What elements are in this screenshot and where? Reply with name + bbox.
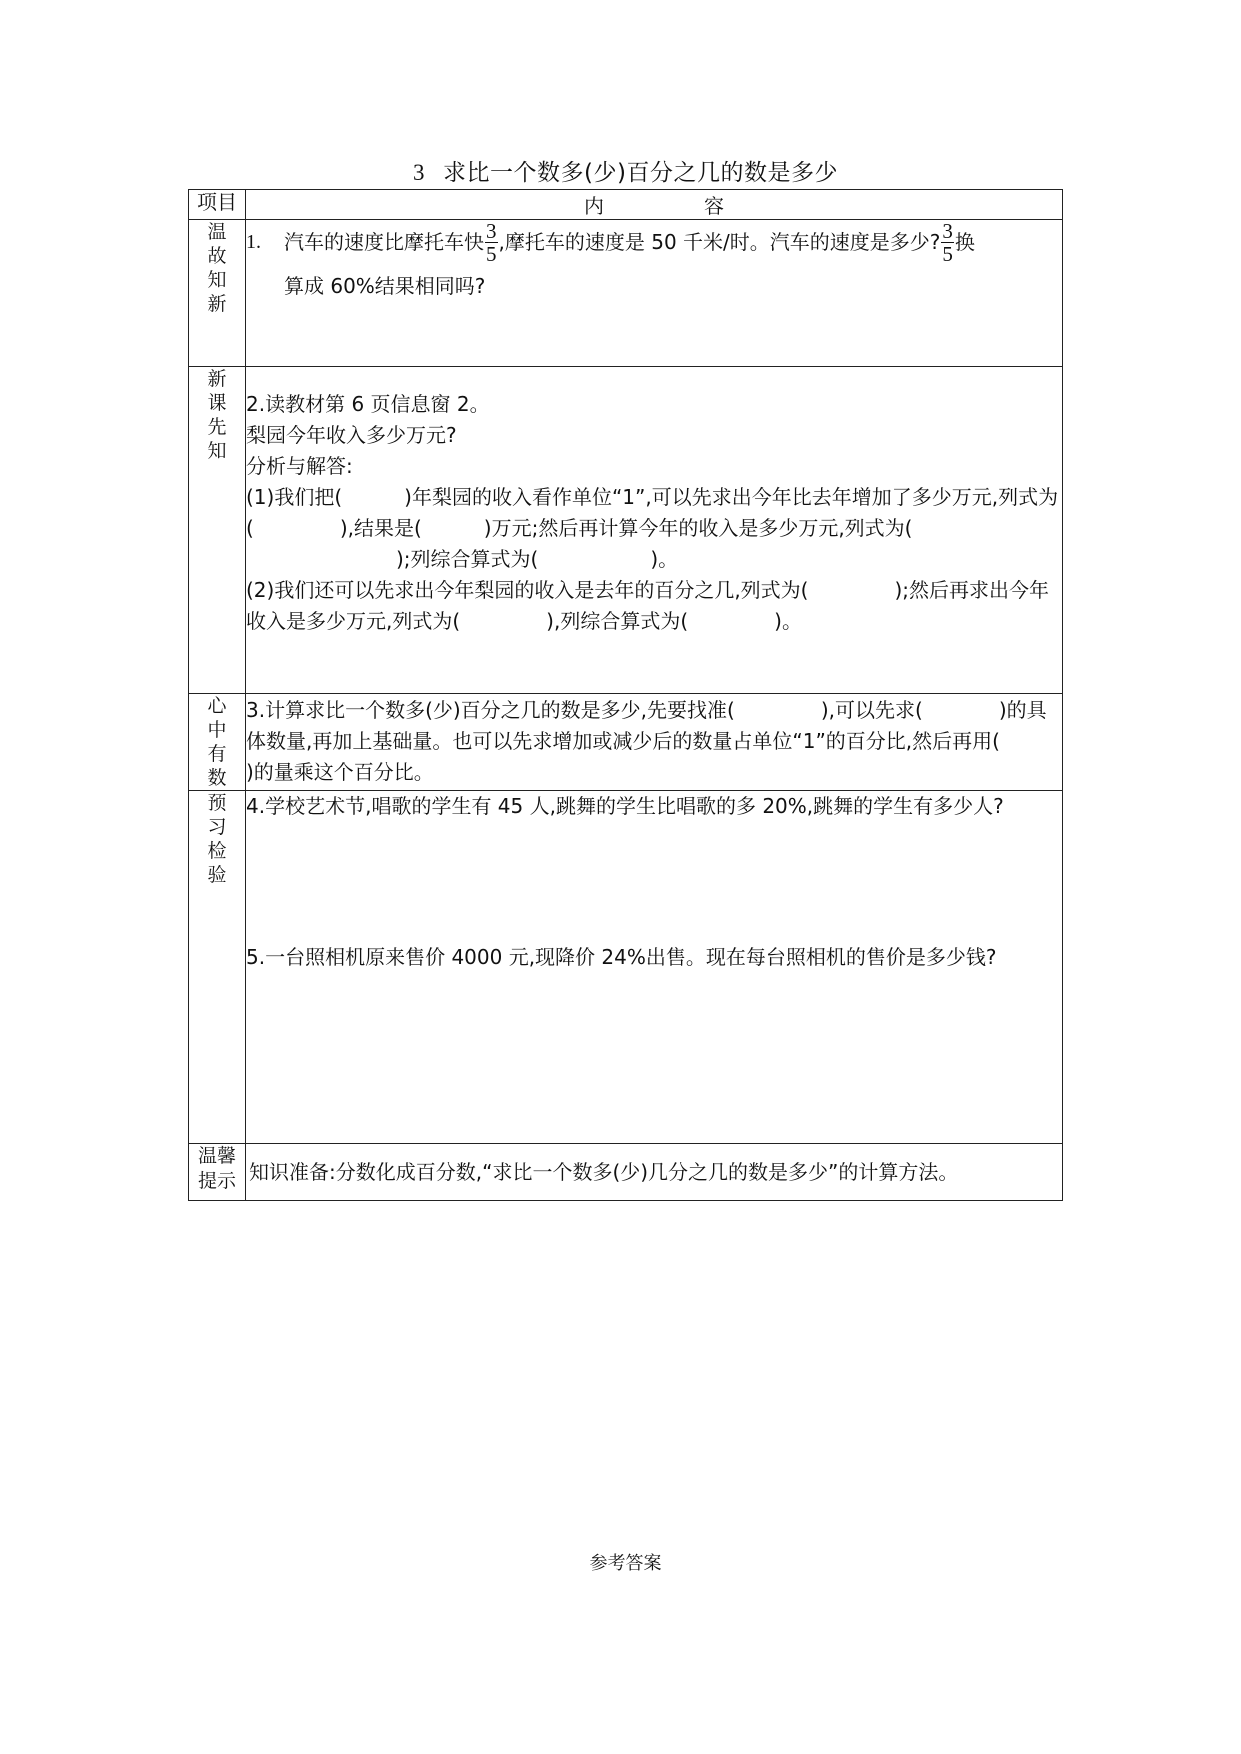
- header-item: 项目: [189, 190, 246, 220]
- label-check: 预习检验: [189, 791, 246, 1144]
- preview-line1: 2.读教材第 6 页信息窗 2。: [246, 392, 490, 416]
- header-content: 内 容: [246, 190, 1063, 220]
- content-review: [246, 220, 1063, 367]
- answer-key-heading: 参考答案: [589, 1553, 662, 1574]
- label-review: 温故知新: [189, 220, 246, 367]
- review-text-c: 换: [954, 230, 975, 254]
- label-preview: 新课先知: [189, 367, 246, 694]
- page-title: [188, 154, 1063, 187]
- section-number: 3: [413, 160, 426, 185]
- content-tip: 知识准备:分数化成百分数,“求比一个数多(少)几分之几的数是多少”的计算方法。: [246, 1144, 1063, 1201]
- preview-part1: (1)我们把( )年梨园的收入看作单位“1”,可以先求出今年比去年增加了多少万元,列式为( ),结果是( )万元;然后再计算今年的收入是多少万元,列式为();列综合算式为( )。: [246, 485, 1059, 571]
- content-preview: [246, 367, 1063, 694]
- row-summary: [189, 694, 1063, 791]
- worksheet-table: [188, 189, 1063, 1201]
- row-check: [189, 791, 1063, 1144]
- table-header-row: [189, 190, 1063, 220]
- preview-part2: (2)我们还可以先求出今年梨园的收入是去年的百分之几,列式为( );然后再求出今年收入是多少万元,列式为( ),列综合算式为( )。: [246, 578, 1050, 633]
- title-text: 求比一个数多(少)百分之几的数是多少: [443, 160, 838, 186]
- content-check: [246, 791, 1063, 1144]
- label-tip: 温馨提示: [189, 1144, 246, 1201]
- row-preview: [189, 367, 1063, 694]
- review-text-d: 算成 60%结果相同吗?: [284, 274, 486, 298]
- content-summary: 3.计算求比一个数多(少)百分之几的数是多少,先要找准( ),可以先求( )的具体数量,再加上基础量。也可以先求增加或减少后的数量占单位“1”的百分比,然后再用()的量乘这个百分比。: [246, 694, 1063, 791]
- question-number: 1.: [246, 231, 261, 253]
- row-tip: [189, 1144, 1063, 1201]
- question-4: 4.学校艺术节,唱歌的学生有 45 人,跳舞的学生比唱歌的多 20%,跳舞的学生有多少人?: [246, 794, 1004, 818]
- label-summary: 心中有数: [189, 694, 246, 791]
- fraction-three-fifths: $\frac{3}{5}$: [486, 219, 497, 266]
- fraction-three-fifths-2: $\frac{3}{5}$: [942, 219, 953, 266]
- preview-line3: 分析与解答:: [246, 454, 353, 478]
- review-text-b: ,摩托车的速度是 50 千米/时。汽车的速度是多少?: [498, 230, 941, 254]
- question-5: 5.一台照相机原来售价 4000 元,现降价 24%出售。现在每台照相机的售价是多少钱?: [246, 945, 997, 969]
- review-text-a: 汽车的速度比摩托车快: [284, 230, 484, 254]
- preview-line2: 梨园今年收入多少万元?: [246, 423, 457, 447]
- row-review: [189, 220, 1063, 367]
